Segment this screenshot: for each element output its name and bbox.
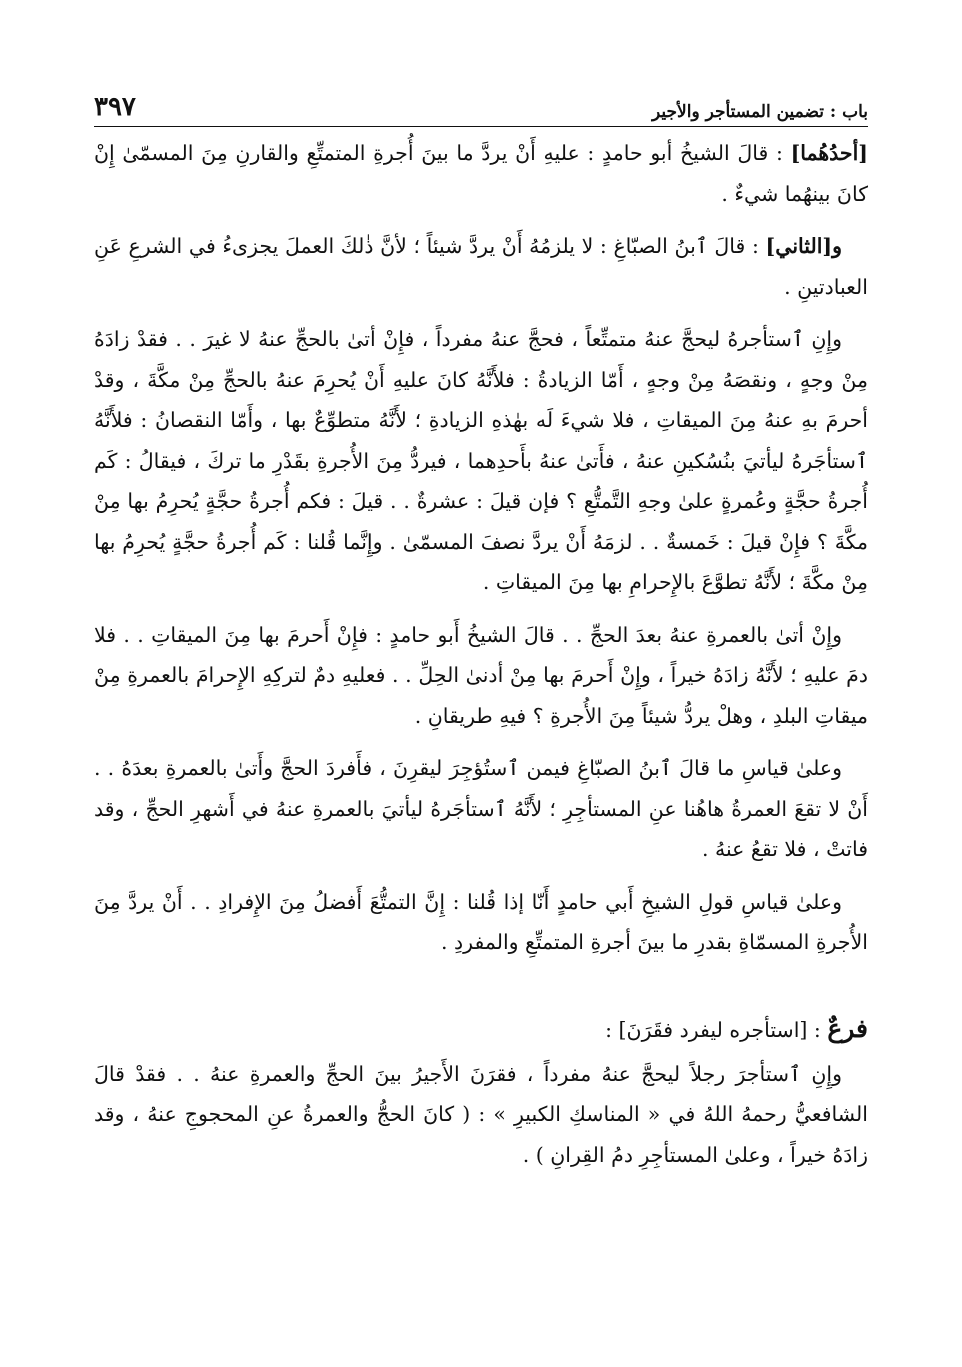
- opinion-label: و[الثاني]: [765, 234, 842, 258]
- paragraph: [94, 1054, 868, 1176]
- header-rule: [94, 126, 868, 127]
- paragraph: [94, 748, 868, 870]
- opinion-label: [أحدُهُما]: [790, 141, 868, 165]
- paragraph-text: وعلىٰ قياسِ قولِ الشيخِ أَبي حامدٍ أَنّا إذا قُلنا : إِنَّ التمتُّعَ أَفضلُ مِنَ الإِفرادِ . . أَنْ يردَّ مِنَ الأُجرةِ المسمّاةِ بقدرِ ما بينَ أجرةِ المتمتِّعِ والمفردِ .: [94, 889, 868, 954]
- paragraph: [94, 319, 868, 603]
- document-page: [94, 84, 868, 1187]
- paragraph-text: وإِنِ ٱستأجرهُ ليحجَّ عنهُ متمتِّعاً ، فحجَّ عنهُ مفرداً ، فإِنْ أتىٰ بالحجِّ عنهُ لا غيرَ . . فقدْ زادَهُ مِنْ وجهٍ ، ونقصَهُ مِنْ وجهٍ ، أَمّا الزيادةُ : فلأَنَّهُ كانَ عليهِ أَنْ يُحرِمَ عنهُ بالحجِّ مِنْ مكَّةَ ، وقدْ أحرمَ بهِ عنهُ مِنَ الميقاتِ ، فلا شيءَ لَه بهٰذهِ الزيادةِ ؛ لأَنَّهُ متطوِّعٌ بها ، وأَمّا النقصانُ : فلأَنَّهُ ٱستأجَرهُ ليأتيَ بنُسُكينِ عنهُ ، فأَتىٰ عنهُ بأَحدِهما ، فيردُّ مِنَ الأُجرةِ بقَدْرِ ما تركَ ، فيقالُ : كَم أُجرةُ حجَّةٍ وعُمرةٍ علىٰ وجهِ التَّمتُّعِ ؟ فإن قيلَ : عشرةٌ . . قيلَ : فكم أُجرةُ حجَّةٍ يُحرِمُ بها مِنْ مكَّةَ ؟ فإِنْ قيلَ : خَمسةٌ . . لزمَهُ أَنْ يردَّ نصفَ المسمّىٰ . وإِنَّما قُلنا : كَم أُجرةُ حجَّةٍ يُحرِمُ بها مِنْ مكَّةَ ؛ لأَنَّهُ تطوَّعَ بالإِحرامِ بها مِنَ الميقاتِ .: [94, 327, 868, 594]
- paragraph-second-opinion: [94, 226, 868, 307]
- section-title: : [استأجره ليفرد فقَرَنَ] :: [605, 1017, 828, 1042]
- paragraph-text: وإِنِ ٱستأجرَ رجلاً ليحجَّ عنهُ مفرداً ، فقرَنَ الأَجيرُ بينَ الحجِّ والعمرةِ عنهُ . . فقدْ قالَ الشافعيُّ رحمهُ اللهُ في « المناسكِ الكبيرِ » : ( كانَ الحجُّ والعمرةُ عنِ المحجوجِ عنهُ ، وقد زادَهُ خيراً ، وعلىٰ المستأجِرِ دمُ القِرانِ ) .: [94, 1061, 868, 1167]
- paragraph-first-opinion: [94, 133, 868, 214]
- section-heading: [94, 1009, 868, 1050]
- paragraph-text: وإِنْ أتىٰ بالعمرةِ عنهُ بعدَ الحجِّ . . قالَ الشيخُ أَبو حامدٍ : فإِنْ أَحرمَ بها مِنَ الميقاتِ . . فلا دمَ عليهِ ؛ لأَنَّهُ زادَهُ خيراً ، وإِنْ أَحرمَ بها مِنْ أدنىٰ الحِلِّ . . فعليهِ دمٌ لتركِهِ الإِحرامَ بالعمرةِ مِنْ ميقاتِ البلدِ ، وهلْ يردُّ شيئاً مِنَ الأُجرةِ ؟ فيهِ طريقانِ .: [94, 622, 868, 728]
- running-title: باب : تضمين المستأجر والأجير: [652, 102, 868, 122]
- paragraph: [94, 882, 868, 963]
- page-header: [94, 84, 868, 122]
- paragraph: [94, 615, 868, 737]
- paragraph-text: : قالَ الشيخُ أبو حامدٍ : عليهِ أَنْ يردَّ ما بينَ أُجرةِ المتمتِّعِ والقارنِ مِنَ المسمّىٰ إِنْ كانَ بينهُما شيءٌ .: [94, 141, 868, 206]
- paragraph-text: : قالَ ٱبنُ الصبّاغِ : لا يلزمُهُ أَنْ يردَّ شيئاً ؛ لأنَّ ذٰلكَ العملَ يجزىءُ في الشرعِ عَنِ العبادتينِ .: [94, 234, 868, 299]
- body-text: [94, 133, 868, 1175]
- section-label: فرعٌ: [827, 1013, 868, 1043]
- page-number: ٣٩٧: [94, 92, 136, 122]
- paragraph-text: وعلىٰ قياسِ ما قالَ ٱبنُ الصبّاغِ فيمن ٱستُؤجِرَ ليقرِنَ ، فأَفردَ الحجَّ وأَتىٰ بالعمرةِ بعدَهُ . . أَنْ لا تقعَ العمرةُ هاهُنا عنِ المستأجِرِ ؛ لأَنَّهُ ٱستأجَرهُ ليأتيَ بالعمرةِ عنهُ في أَشهرِ الحجِّ ، وقد فاتتْ ، فلا تقعُ عنهُ .: [94, 756, 868, 861]
